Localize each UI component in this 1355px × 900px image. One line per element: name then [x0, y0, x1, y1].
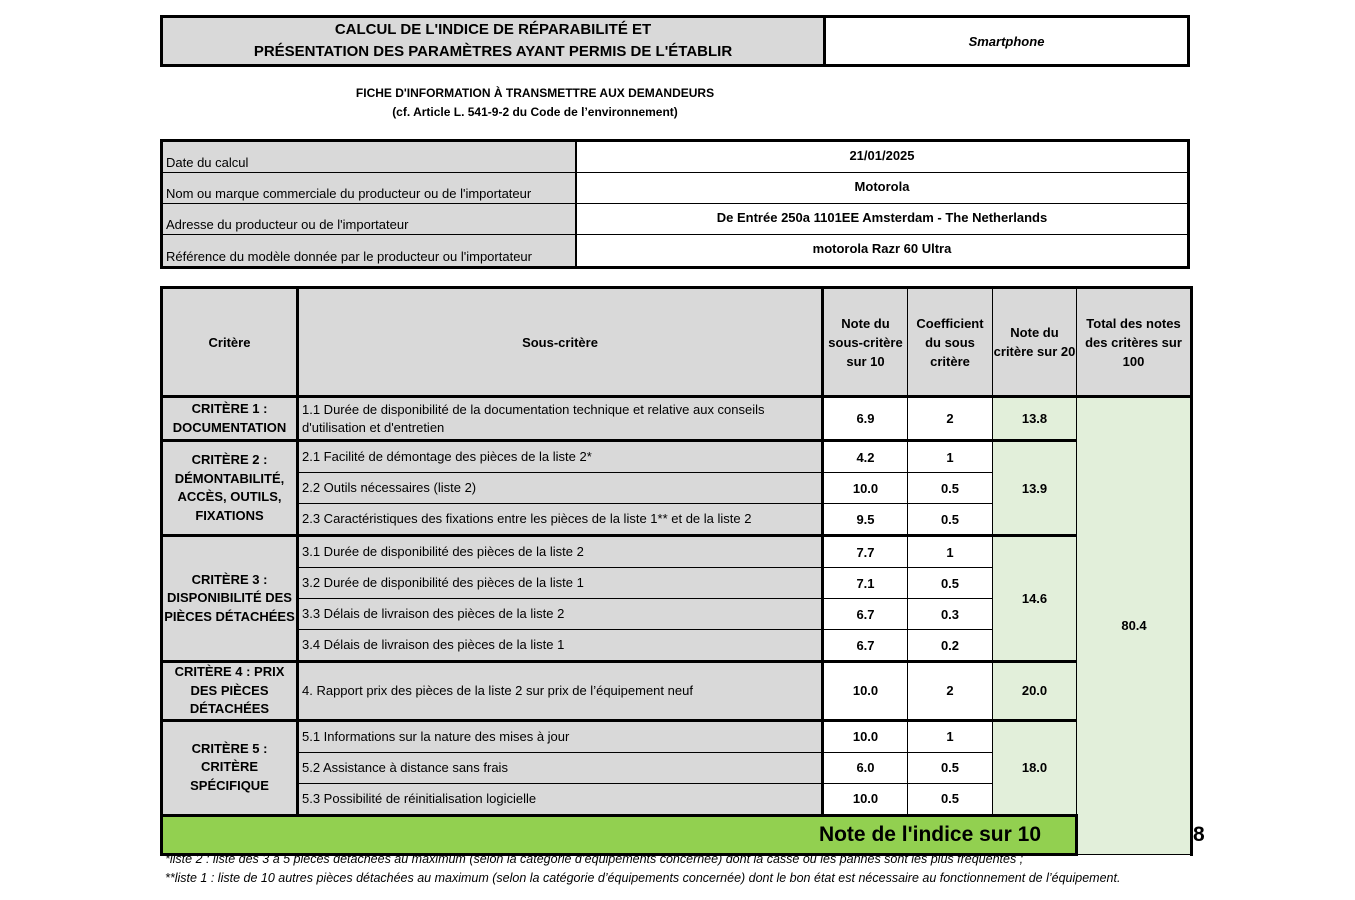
sous-critere-coef: 0.5 [908, 783, 993, 815]
header-title [163, 18, 826, 64]
sous-critere-coef: 0.5 [908, 752, 993, 783]
info-row-date [163, 142, 1187, 173]
info-value: De Entrée 250a 1101EE Amsterdam - The Netherlands [716, 209, 1048, 225]
sous-critere-note: 6.9 [823, 397, 908, 441]
info-label: Adresse du producteur ou de l'importateur [163, 204, 577, 234]
info-label: Référence du modèle donnée par le producteur ou l'importateur [163, 235, 577, 266]
critere-2-note: 13.9 [993, 441, 1077, 536]
sous-critere-note: 10.0 [823, 783, 908, 815]
sous-critere-coef: 2 [908, 397, 993, 441]
sous-critere-label: 3.4 Délais de livraison des pièces de la liste 1 [298, 630, 823, 662]
sous-critere-coef: 0.5 [908, 473, 993, 504]
sous-critere-label: 5.3 Possibilité de réinitialisation logicielle [298, 783, 823, 815]
final-score-row: Note de l'indice sur 10 8 [162, 815, 1192, 854]
sous-critere-coef: 2 [908, 662, 993, 721]
info-value: Motorola [854, 178, 910, 194]
repairability-table [160, 286, 1205, 856]
sous-critere-note: 10.0 [823, 720, 908, 752]
info-row-model [163, 235, 1187, 266]
info-row-address [163, 204, 1187, 235]
sous-critere-label: 1.1 Durée de disponibilité de la documentation technique et relative aux conseils d'utilisation et d'entretien [298, 397, 823, 441]
info-label: Date du calcul [163, 142, 577, 172]
sous-critere-label: 3.2 Durée de disponibilité des pièces de la liste 1 [298, 568, 823, 599]
sous-critere-label: 3.3 Délais de livraison des pièces de la liste 2 [298, 599, 823, 630]
critere-1-note: 13.8 [993, 397, 1077, 441]
sous-critere-note: 4.2 [823, 441, 908, 473]
sous-critere-label: 3.1 Durée de disponibilité des pièces de la liste 2 [298, 536, 823, 568]
footnotes [165, 850, 1120, 888]
sous-critere-label: 2.1 Facilité de démontage des pièces de la liste 2* [298, 441, 823, 473]
critere-4-label: CRITÈRE 4 : PRIX DES PIÈCES DÉTACHÉES [162, 662, 298, 721]
header-title-line2: PRÉSENTATION DES PARAMÈTRES AYANT PERMIS DE L'ÉTABLIR [253, 43, 733, 60]
header-note-critere: Note du critère sur 20 [993, 288, 1077, 397]
table-row [162, 397, 1192, 441]
header-sous-critere: Sous-critère [298, 288, 823, 397]
info-value: motorola Razr 60 Ultra [812, 241, 952, 256]
header-title-line1: CALCUL DE L'INDICE DE RÉPARABILITÉ ET [334, 21, 652, 38]
critere-3-note: 14.6 [993, 536, 1077, 662]
sous-critere-coef: 0.3 [908, 599, 993, 630]
footnote-liste-1: **liste 1 : liste de 10 autres pièces détachées au maximum (selon la catégorie d’équipements concernée) dont le bon état est nécessaire au fonctionnement de l’équipement. [165, 871, 1121, 885]
critere-5-label: CRITÈRE 5 : CRITÈRE SPÉCIFIQUE [162, 720, 298, 815]
fiche-heading [320, 84, 750, 122]
info-row-brand [163, 173, 1187, 204]
sous-critere-label: 2.2 Outils nécessaires (liste 2) [298, 473, 823, 504]
table-header-row [162, 288, 1192, 397]
sous-critere-label: 2.3 Caractéristiques des fixations entre les pièces de la liste 1** et de la liste 2 [298, 504, 823, 536]
sous-critere-note: 7.7 [823, 536, 908, 568]
critere-1-label: CRITÈRE 1 : DOCUMENTATION [162, 397, 298, 441]
header-coef: Coefficient du sous critère [908, 288, 993, 397]
sous-critere-note: 6.0 [823, 752, 908, 783]
product-category: Smartphone [968, 33, 1045, 49]
table-row [162, 720, 1192, 752]
sous-critere-coef: 0.5 [908, 504, 993, 536]
sous-critere-note: 10.0 [823, 473, 908, 504]
sous-critere-note: 9.5 [823, 504, 908, 536]
header-critere: Critère [162, 288, 298, 397]
table-row [162, 536, 1192, 568]
sous-critere-coef: 0.2 [908, 630, 993, 662]
critere-5-note: 18.0 [993, 720, 1077, 815]
header-note-sous: Note du sous-critère sur 10 [823, 288, 908, 397]
sous-critere-label: 5.2 Assistance à distance sans frais [298, 752, 823, 783]
info-table [160, 139, 1190, 269]
sous-critere-coef: 0.5 [908, 568, 993, 599]
sous-critere-note: 6.7 [823, 599, 908, 630]
critere-2-label: CRITÈRE 2 : DÉMONTABILITÉ, ACCÈS, OUTILS, FIXATIONS [162, 441, 298, 536]
total-100: 80.4 [1077, 397, 1192, 855]
sous-critere-coef: 1 [908, 441, 993, 473]
info-value: 21/01/2025 [849, 147, 915, 163]
sous-critere-note: 6.7 [823, 630, 908, 662]
table-row [162, 441, 1192, 473]
sous-critere-coef: 1 [908, 536, 993, 568]
footnote-liste-2: *liste 2 : liste des 3 à 5 pièces détachées au maximum (selon la catégorie d’équipements concernée) dont la casse ou les pannes sont les plus fréquentes ; [165, 852, 1024, 866]
table-row [162, 662, 1192, 721]
sous-critere-note: 10.0 [823, 662, 908, 721]
fiche-line2: (cf. Article L. 541-9-2 du Code de l’environnement) [392, 105, 678, 119]
header-total: Total des notes des critères sur 100 [1077, 288, 1192, 397]
sous-critere-label: 4. Rapport prix des pièces de la liste 2 sur prix de l’équipement neuf [298, 662, 823, 721]
info-label: Nom ou marque commerciale du producteur ou de l'importateur [163, 173, 577, 203]
critere-4-note: 20.0 [993, 662, 1077, 721]
sous-critere-coef: 1 [908, 720, 993, 752]
final-score-label: Note de l'indice sur 10 [162, 815, 1077, 854]
critere-3-label: CRITÈRE 3 : DISPONIBILITÉ DES PIÈCES DÉTACHÉES [162, 536, 298, 662]
sous-critere-note: 7.1 [823, 568, 908, 599]
header-block [160, 15, 1190, 67]
fiche-line1: FICHE D'INFORMATION À TRANSMETTRE AUX DEMANDEURS [355, 86, 715, 100]
sous-critere-label: 5.1 Informations sur la nature des mises à jour [298, 720, 823, 752]
